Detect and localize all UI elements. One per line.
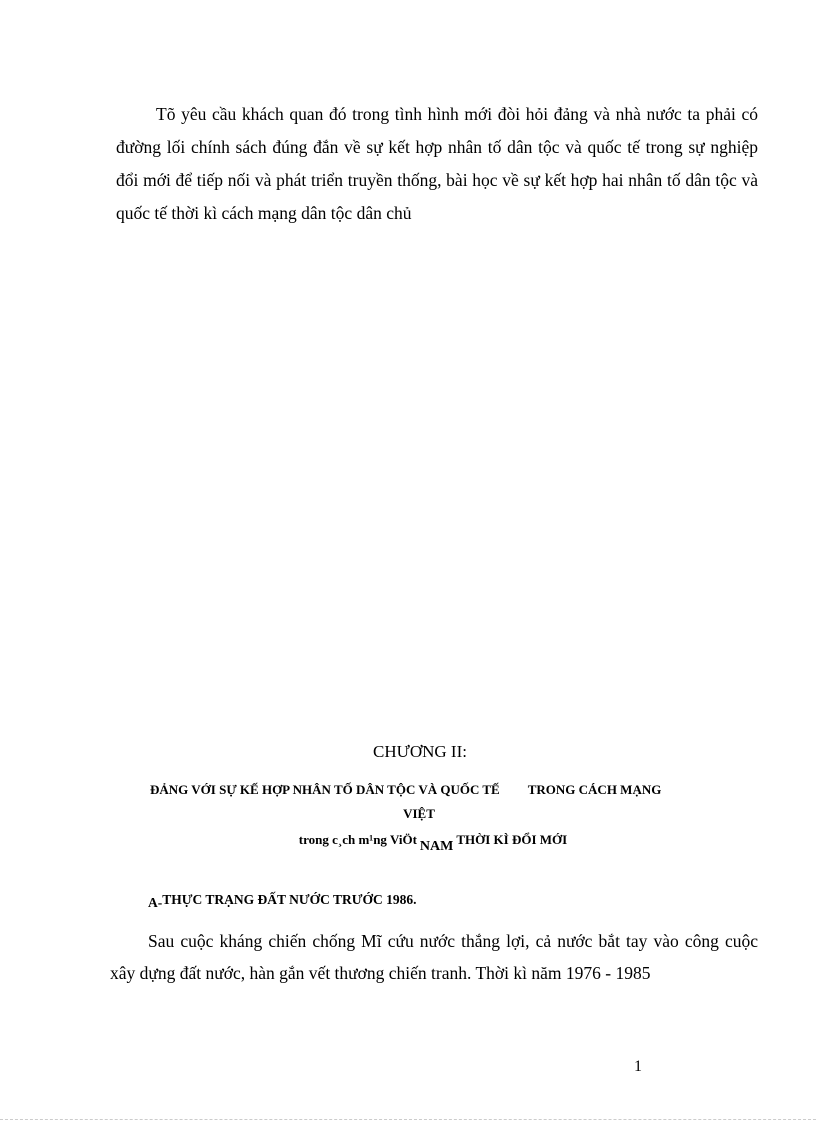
chapter-heading-line-1-part-1: ĐẢNG VỚI SỰ KẾ HỢP NHÂN TỐ DÂN TỘC VÀ QUỐC TẾ	[150, 782, 500, 797]
body-paragraph: Sau cuộc kháng chiến chống Mĩ cứu nước thắng lợi, cả nước bắt tay vào công cuộc xây dựng đất nước, hàn gắn vết thương chiến tranh. Thời kì năm 1976 - 1985	[110, 931, 758, 983]
chapter-heading-line-3-part-2: NAM	[419, 839, 454, 854]
chapter-heading-line-3	[0, 832, 816, 854]
chapter-heading-line-1-part-2: TRONG CÁCH MẠNG	[527, 782, 662, 797]
page-bottom-divider	[0, 1119, 816, 1120]
chapter-title: CHƯƠNG II:	[373, 742, 467, 761]
intro-paragraph: Tõ yêu cầu khách quan đó trong tình hình mới đòi hỏi đảng và nhà nước ta phải có đường lối chính sách đúng đắn về sự kết hợp nhân tố dân tộc và quốc tế trong sự nghiệp đổi mới để tiếp nối và phát triển truyền thống, bài học về sự kết hợp hai nhân tố dân tộc và quốc tế thời kì cách mạng dân tộc dân chủ	[116, 104, 758, 223]
section-a-prefix: A-	[148, 895, 163, 910]
page-number: 1	[634, 1058, 642, 1075]
chapter-heading-line-1	[150, 780, 762, 800]
chapter-heading-line-3-part-1: trong c¸ch m¹ng ViÖt	[298, 832, 417, 847]
section-a-heading	[148, 892, 417, 908]
chapter-heading-line-3-part-3: THỜI KÌ ĐỔI MỚI	[456, 832, 568, 847]
chapter-heading-line-2: VIỆT	[403, 806, 435, 821]
section-a-title: THỰC TRẠNG ĐẤT NƯỚC TRƯỚC 1986.	[162, 892, 417, 907]
